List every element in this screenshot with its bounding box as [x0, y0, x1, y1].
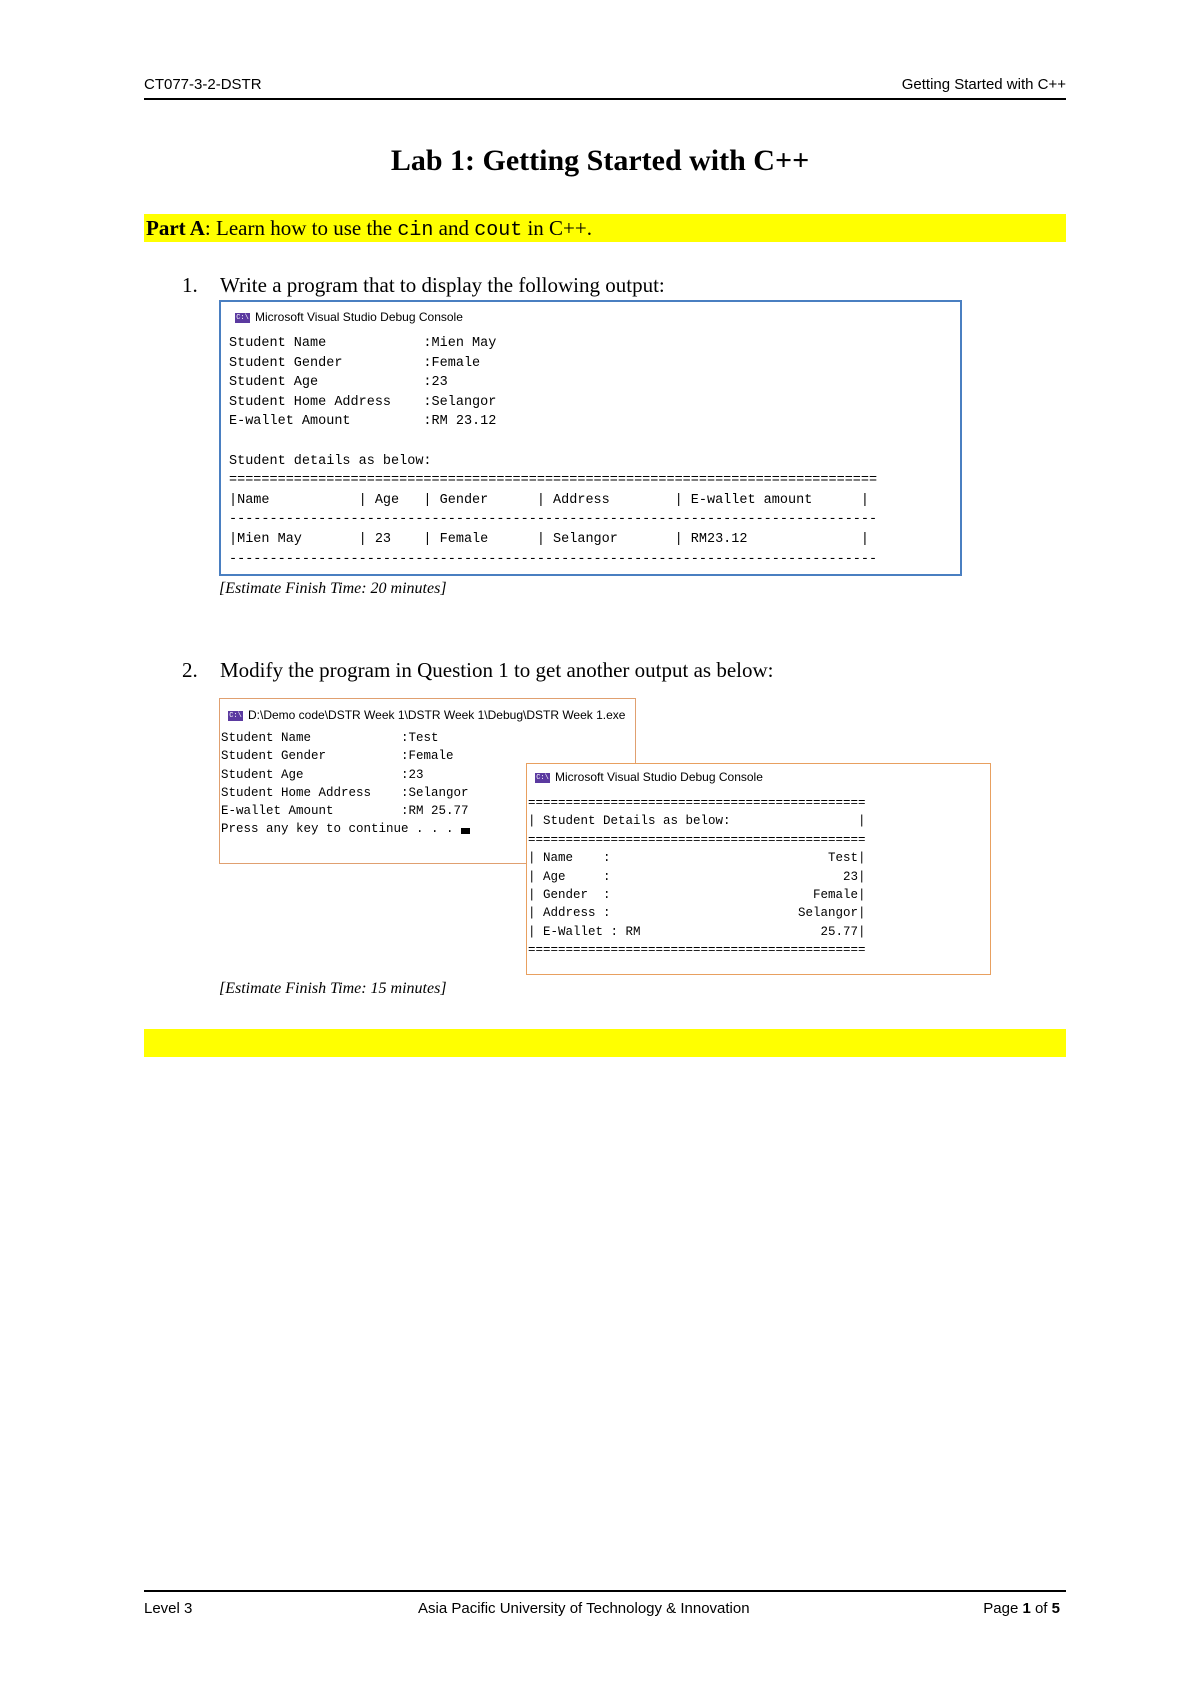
highlight-bar: [144, 1029, 1066, 1057]
question-1: [182, 273, 665, 298]
code-cout: cout: [474, 219, 523, 242]
console-output: ============================================= | Student Details as below: | ============================================= | Name : Test| | Age : 23| | Gender : Female| | Address : Selangor| | E-Wallet : RM 25.77| =============================================: [528, 796, 866, 958]
header-course-code: CT077-3-2-DSTR: [144, 76, 262, 93]
cursor-icon: [461, 828, 470, 834]
console-title: [535, 770, 763, 784]
part-a-text: : Learn how to use the: [204, 216, 398, 240]
console-icon: C:\: [236, 313, 249, 322]
page-footer: [144, 1590, 1066, 1622]
page-prefix: Page: [983, 1600, 1023, 1617]
page-header: [144, 74, 1066, 100]
question-number: 1.: [182, 273, 198, 297]
code-cin: cin: [397, 219, 434, 242]
part-a-label: Part A: [146, 216, 205, 240]
question-number: 2.: [182, 658, 198, 682]
page-of: of: [1030, 1600, 1052, 1617]
estimate-time-2: [Estimate Finish Time: 15 minutes]: [219, 980, 447, 997]
page-total: 5: [1051, 1600, 1060, 1617]
page-current: 1: [1022, 1600, 1031, 1617]
console-window-3: [526, 763, 991, 975]
page-title: Lab 1: Getting Started with C++: [390, 144, 810, 177]
console-output: Student Name :Mien May Student Gender :Female Student Age :23 Student Home Address :Selangor E-wallet Amount :RM 23.12 Student details as below: ================================================================================ |Name | Age | Gender | Address | E-wallet amount | -------------------------------------------------------------------------------- |Mien May | 23 | Female | Selangor | RM23.12 | --------------------------------------------------------------------------------: [229, 336, 878, 567]
console-output: [221, 729, 470, 839]
footer-institution: Asia Pacific University of Technology & Innovation: [418, 1600, 750, 1617]
console-icon: C:\: [229, 711, 242, 720]
header-doc-title: Getting Started with C++: [901, 76, 1066, 93]
console-output-text: Student Name :Test Student Gender :Female Student Age :23 Student Home Address :Selangor E-wallet Amount :RM 25.77 Press any key to continue . . .: [221, 731, 469, 837]
console-title: [228, 708, 625, 722]
question-text: Write a program that to display the following output:: [220, 273, 665, 297]
console-title: [235, 310, 463, 324]
part-a-heading: [146, 214, 592, 245]
question-text: Modify the program in Question 1 to get another output as below:: [220, 658, 774, 682]
part-a-text: in C++.: [522, 216, 592, 240]
footer-page-number: [983, 1600, 1060, 1617]
estimate-time-1: [Estimate Finish Time: 20 minutes]: [219, 580, 447, 597]
part-a-text: and: [433, 216, 475, 240]
console-title-text: Microsoft Visual Studio Debug Console: [555, 770, 763, 784]
console-window-1: [219, 300, 962, 576]
console-title-text: Microsoft Visual Studio Debug Console: [255, 310, 463, 324]
console-title-text: D:\Demo code\DSTR Week 1\DSTR Week 1\Debug\DSTR Week 1.exe: [248, 708, 626, 722]
footer-level: Level 3: [144, 1600, 193, 1617]
console-icon: C:\: [536, 773, 549, 782]
question-2: [182, 658, 774, 683]
